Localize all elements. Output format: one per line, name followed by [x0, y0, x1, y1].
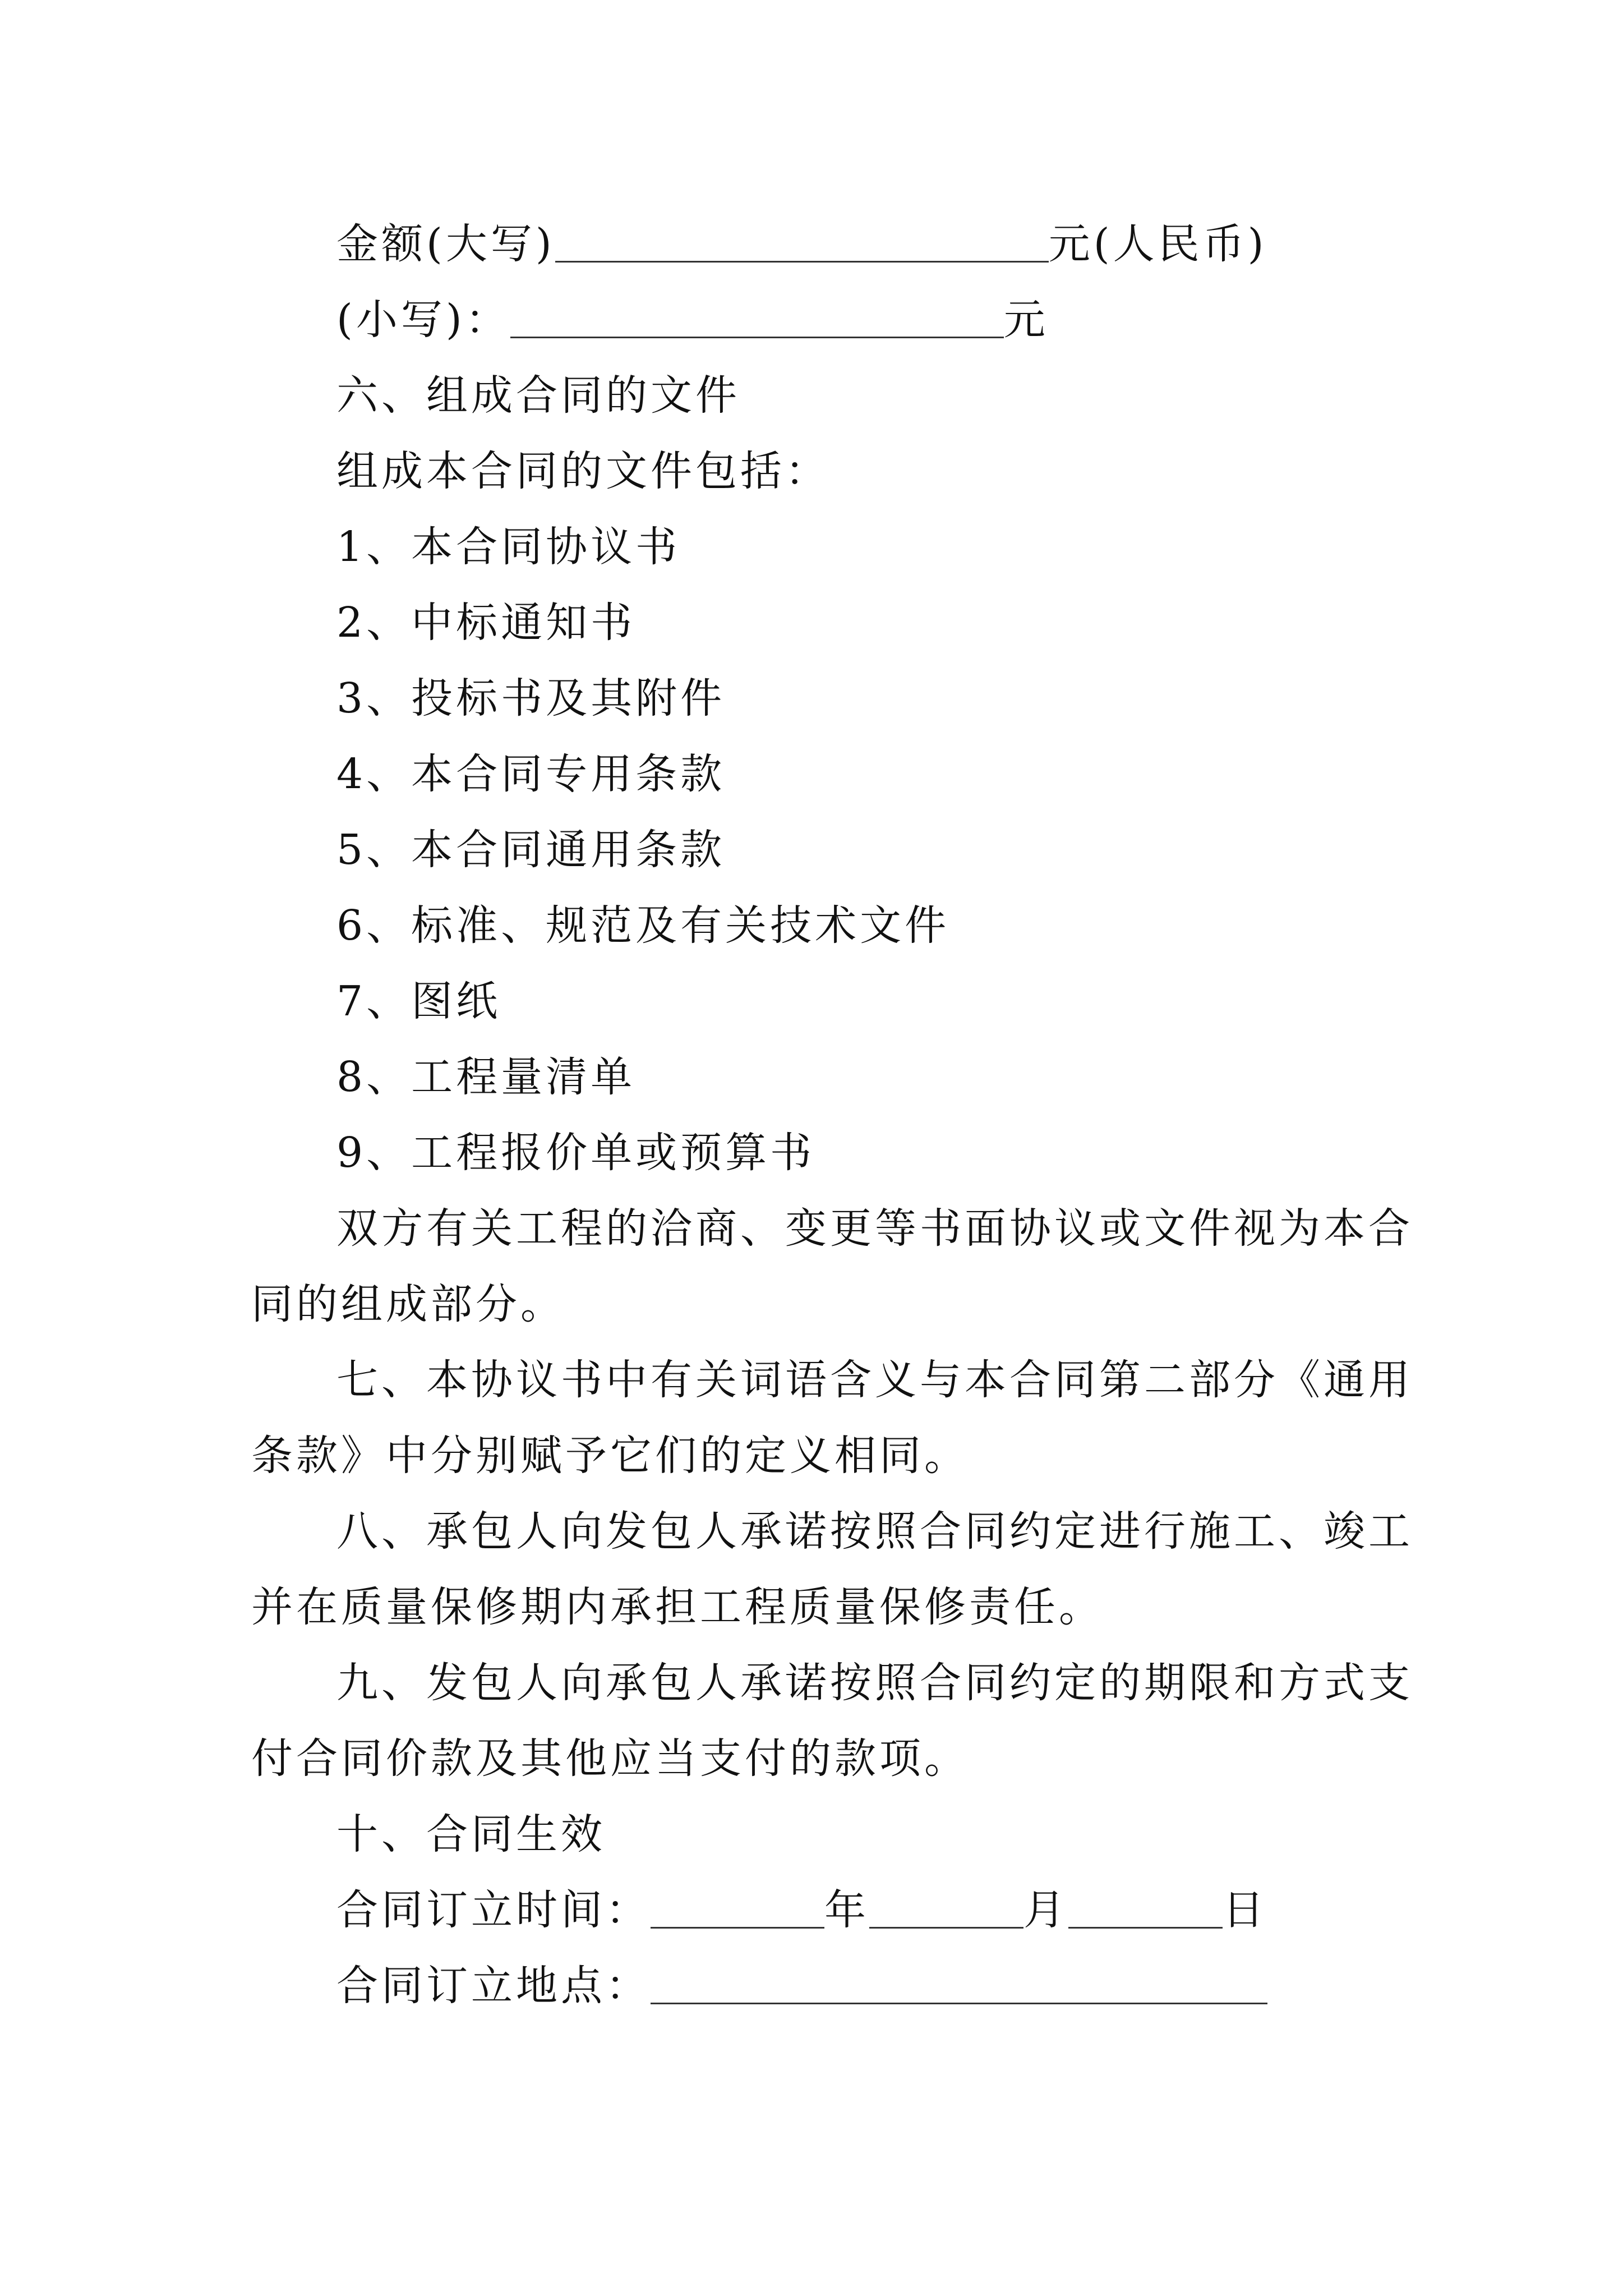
amount-lower-line [336, 296, 1049, 344]
amount-lower-blank[interactable] [510, 303, 1004, 338]
section6-intro: 组成本合同的文件包括： [336, 447, 830, 495]
place-blank[interactable] [651, 1969, 1267, 2004]
signing-place-label: 合同订立地点： [336, 1962, 651, 2010]
section6-note-line2: 同的组成部分。 [251, 1280, 565, 1328]
year-blank[interactable] [651, 1893, 824, 1929]
amount-upper-label: 金额(大写) [336, 220, 555, 268]
day-blank[interactable] [1068, 1893, 1223, 1929]
list-item: 4、本合同专用条款 [336, 750, 726, 798]
list-item: 1、本合同协议书 [336, 523, 681, 571]
year-label: 年 [824, 1886, 869, 1934]
list-item: 9、工程报价单或预算书 [336, 1129, 815, 1177]
amount-upper-line [336, 220, 1267, 268]
list-item: 8、工程量清单 [336, 1053, 636, 1101]
section9-line1: 九、发包人向承包人承诺按照合同约定的期限和方式支 [336, 1659, 1413, 1707]
amount-upper-blank[interactable] [555, 227, 1049, 263]
amount-lower-label: (小写)： [336, 296, 510, 344]
section6-heading: 六、组成合同的文件 [336, 371, 740, 420]
signing-time-label: 合同订立时间： [336, 1886, 651, 1934]
section10-heading: 十、合同生效 [336, 1810, 606, 1858]
section7-line2: 条款》中分别赋予它们的定义相同。 [251, 1432, 969, 1480]
section9-line2: 付合同价款及其他应当支付的款项。 [251, 1734, 969, 1783]
list-item: 3、投标书及其附件 [336, 674, 726, 723]
amount-upper-suffix: 元(人民币) [1048, 220, 1267, 268]
section8-line2: 并在质量保修期内承担工程质量保修责任。 [251, 1583, 1104, 1631]
signing-time-line [336, 1886, 1267, 1934]
section7-line1: 七、本协议书中有关词语含义与本合同第二部分《通用 [336, 1356, 1413, 1404]
signing-place-line [336, 1962, 1267, 2010]
section6-note-line1: 双方有关工程的洽商、变更等书面协议或文件视为本合 [336, 1204, 1413, 1253]
list-item: 5、本合同通用条款 [336, 826, 726, 874]
amount-lower-suffix: 元 [1003, 296, 1049, 344]
month-blank[interactable] [869, 1893, 1023, 1929]
list-item: 7、图纸 [336, 977, 501, 1025]
day-label: 日 [1223, 1886, 1267, 1934]
month-label: 月 [1023, 1886, 1068, 1934]
section8-line1: 八、承包人向发包人承诺按照合同约定进行施工、竣工 [336, 1507, 1413, 1556]
list-item: 6、标准、规范及有关技术文件 [336, 901, 950, 950]
list-item: 2、中标通知书 [336, 599, 636, 647]
